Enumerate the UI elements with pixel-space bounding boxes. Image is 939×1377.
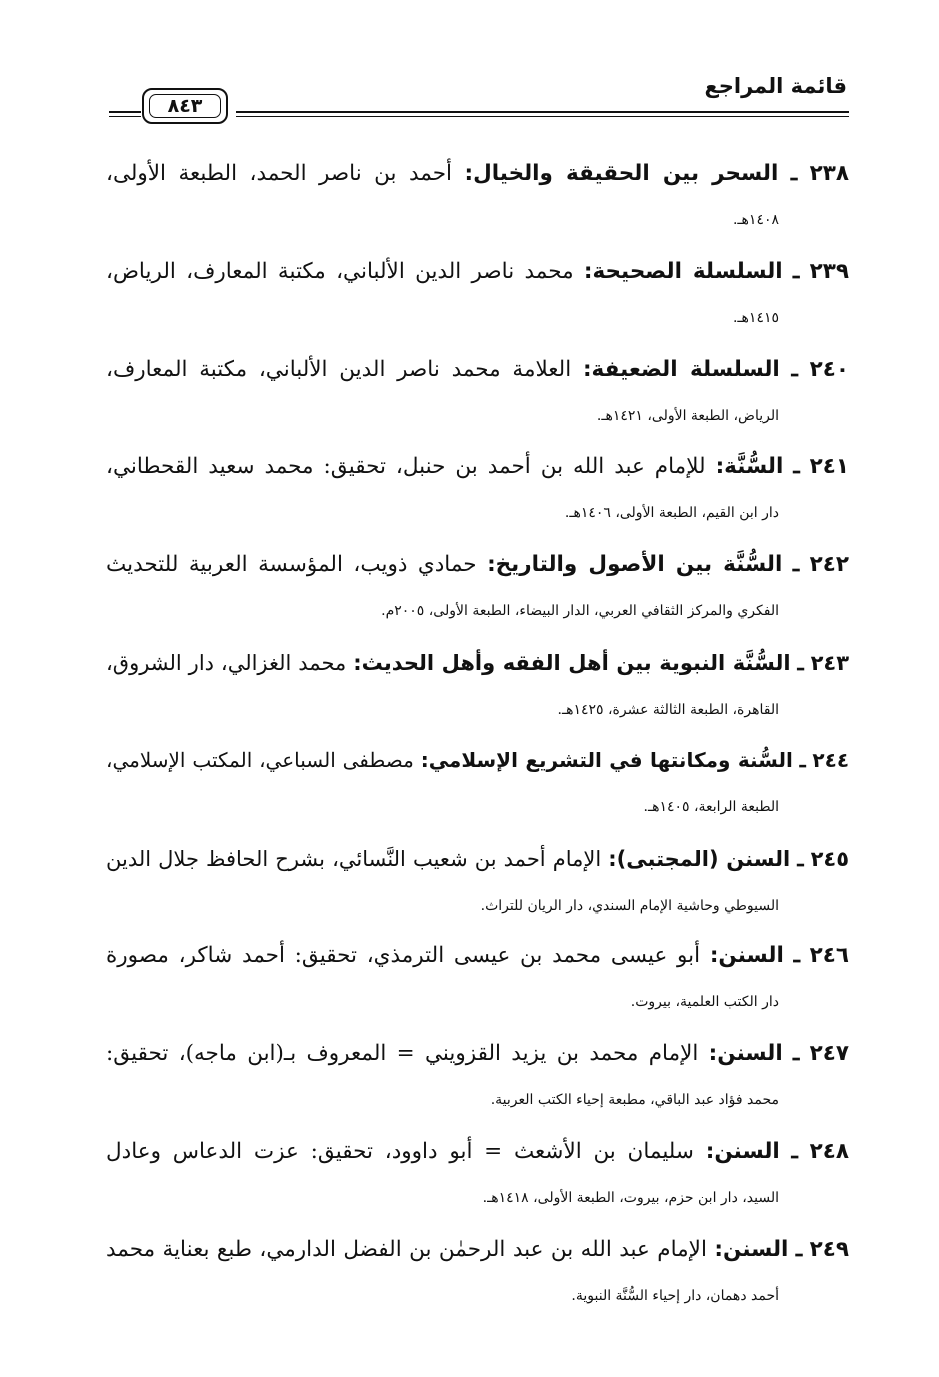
entry-number: ٢٤٦: [809, 943, 849, 969]
entry-details: أحمد بن ناصر الحمد، الطبعة الأولى،: [106, 161, 452, 186]
entry-first-line: [106, 150, 849, 197]
entry-details: الإمام عبد الله بن عبد الرحمٰن بن الفضل الدارمي، طبع بعناية محمد: [106, 1236, 707, 1262]
entry-first-line: [106, 443, 849, 490]
entry-first-line: [106, 932, 849, 979]
entry-title: السحر بين الحقيقة والخيال:: [464, 161, 779, 186]
entry-details: حمادي ذويب، المؤسسة العربية للتحديث: [106, 552, 477, 578]
entry-title: السنن (المجتبى):: [608, 846, 791, 871]
entry-first-line: [106, 737, 849, 784]
entry-number: ٢٤٤: [812, 747, 849, 772]
entry-number: ٢٣٨: [809, 161, 849, 186]
entry-continuation-line: أحمد دهمان، دار إحياء السُّنَّة النبوية.: [571, 1287, 779, 1304]
entry-first-line: [106, 835, 849, 883]
entry-title: السُّنَّة النبوية بين أهل الفقه وأهل الحديث:: [353, 650, 791, 675]
entry-continuation-line: الفكري والمركز الثقافي العربي، الدار البيضاء، الطبعة الأولى، ٢٠٠٥م.: [381, 603, 779, 620]
entry-first-line: [106, 346, 849, 393]
entry-title: السنن:: [708, 1041, 783, 1067]
entry-continuation-line: القاهرة، الطبعة الثالثة عشرة، ١٤٢٥هـ.: [557, 701, 779, 718]
bibliography-entry: [106, 639, 849, 733]
entry-dash: ـ: [790, 161, 798, 186]
bibliography-entry: [106, 835, 849, 929]
entry-dash: ـ: [793, 1041, 800, 1067]
entry-details: سليمان بن الأشعث = أبو داوود، تحقيق: عزت الدعاس وعادل: [106, 1138, 694, 1164]
entry-first-line: [106, 639, 849, 687]
entry-number: ٢٤١: [809, 454, 849, 480]
bibliography-entry: [106, 737, 849, 831]
entry-title: السلسلة الضعيفة:: [582, 356, 780, 382]
entry-continuation-line: محمد فؤاد عبد الباقي، مطبعة إحياء الكتب العربية.: [490, 1092, 779, 1109]
entry-details: أبو عيسى محمد بن عيسى الترمذي، تحقيق: أحمد شاكر، مصورة: [106, 943, 701, 969]
entry-dash: ـ: [791, 1138, 798, 1164]
entry-dash: ـ: [791, 356, 798, 382]
entry-number: ٢٤٠: [809, 356, 849, 382]
entry-details: العلامة محمد ناصر الدين الألباني، مكتبة المعارف،: [106, 356, 572, 382]
entry-title: السنن:: [705, 1138, 780, 1164]
bibliography-entry: [106, 932, 849, 1026]
entry-continuation-line: الطبعة الرابعة، ١٤٠٥هـ.: [643, 798, 779, 815]
entry-number: ٢٤٣: [810, 650, 849, 675]
entry-title: السلسلة الصحيحة:: [583, 258, 783, 284]
entry-number: ٢٤٩: [809, 1236, 849, 1262]
bibliography-entry: [106, 248, 849, 342]
entry-continuation-line: ١٤١٥هـ.: [732, 309, 779, 326]
entry-dash: ـ: [793, 943, 800, 969]
entry-number: ٢٣٩: [809, 258, 849, 284]
header-double-rule-left: [109, 111, 141, 117]
running-header-title: قائمة المراجع: [704, 74, 847, 98]
entry-details: محمد ناصر الدين الألباني، مكتبة المعارف، الرياض،: [106, 258, 574, 284]
entry-continuation-line: السيوطي وحاشية الإمام السندي، دار الريان للتراث.: [480, 897, 779, 914]
entry-number: ٢٤٧: [809, 1041, 849, 1067]
page-number: ٨٤٣: [149, 94, 221, 118]
bibliography-entry: [106, 443, 849, 537]
entry-continuation-line: ١٤٠٨هـ.: [732, 212, 779, 228]
entry-number: ٢٤٨: [809, 1138, 849, 1164]
header-double-rule-right: [236, 111, 849, 117]
entry-dash: ـ: [793, 454, 800, 480]
entry-continuation-line: دار ابن القيم، الطبعة الأولى، ١٤٠٦هـ.: [564, 505, 779, 522]
entry-title: السُّنَّة بين الأصول والتاريخ:: [487, 552, 783, 578]
page-number-frame: [142, 88, 228, 124]
entry-first-line: [106, 1128, 849, 1175]
entry-title: السُّنة ومكانتها في التشريع الإسلامي:: [420, 747, 793, 772]
entry-number: ٢٤٢: [809, 552, 849, 578]
entry-title: السُّنَّة:: [715, 454, 784, 480]
bibliography-entry: [106, 150, 849, 244]
entry-details: الإمام أحمد بن شعيب النَّسائي، بشرح الحافظ جلال الدين: [106, 846, 602, 871]
entry-title: السنن:: [709, 943, 784, 969]
bibliography-list: [106, 150, 849, 1324]
entry-first-line: [106, 541, 849, 588]
bibliography-entry: [106, 1030, 849, 1124]
entry-details: مصطفى السباعي، المكتب الإسلامي،: [106, 747, 414, 772]
entry-dash: ـ: [797, 845, 804, 871]
bibliography-entry: [106, 1128, 849, 1222]
entry-first-line: [106, 248, 849, 295]
entry-first-line: [106, 1226, 849, 1273]
entry-details: الإمام محمد بن يزيد القزويني = المعروف بـ(ابن ماجه)، تحقيق:: [106, 1041, 699, 1067]
entry-number: ٢٤٥: [810, 846, 849, 871]
entry-continuation-line: السيد، دار ابن حزم، بيروت، الطبعة الأولى، ١٤١٨هـ.: [482, 1189, 779, 1206]
entry-details: للإمام عبد الله بن أحمد بن حنبل، تحقيق: محمد سعيد القحطاني،: [106, 454, 706, 480]
entry-continuation-line: دار الكتب العلمية، بيروت.: [630, 994, 779, 1011]
entry-dash: ـ: [792, 552, 800, 578]
entry-continuation-line: الرياض، الطبعة الأولى، ١٤٢١هـ.: [596, 407, 779, 424]
entry-dash: ـ: [792, 258, 800, 284]
entry-dash: ـ: [795, 1236, 803, 1262]
bibliography-entry: [106, 346, 849, 440]
entry-dash: ـ: [799, 747, 806, 772]
entry-details: محمد الغزالي، دار الشروق،: [106, 650, 347, 675]
bibliography-entry: [106, 1226, 849, 1320]
entry-title: السنن:: [714, 1236, 789, 1262]
entry-dash: ـ: [797, 649, 804, 675]
bibliography-entry: [106, 541, 849, 635]
entry-first-line: [106, 1030, 849, 1077]
